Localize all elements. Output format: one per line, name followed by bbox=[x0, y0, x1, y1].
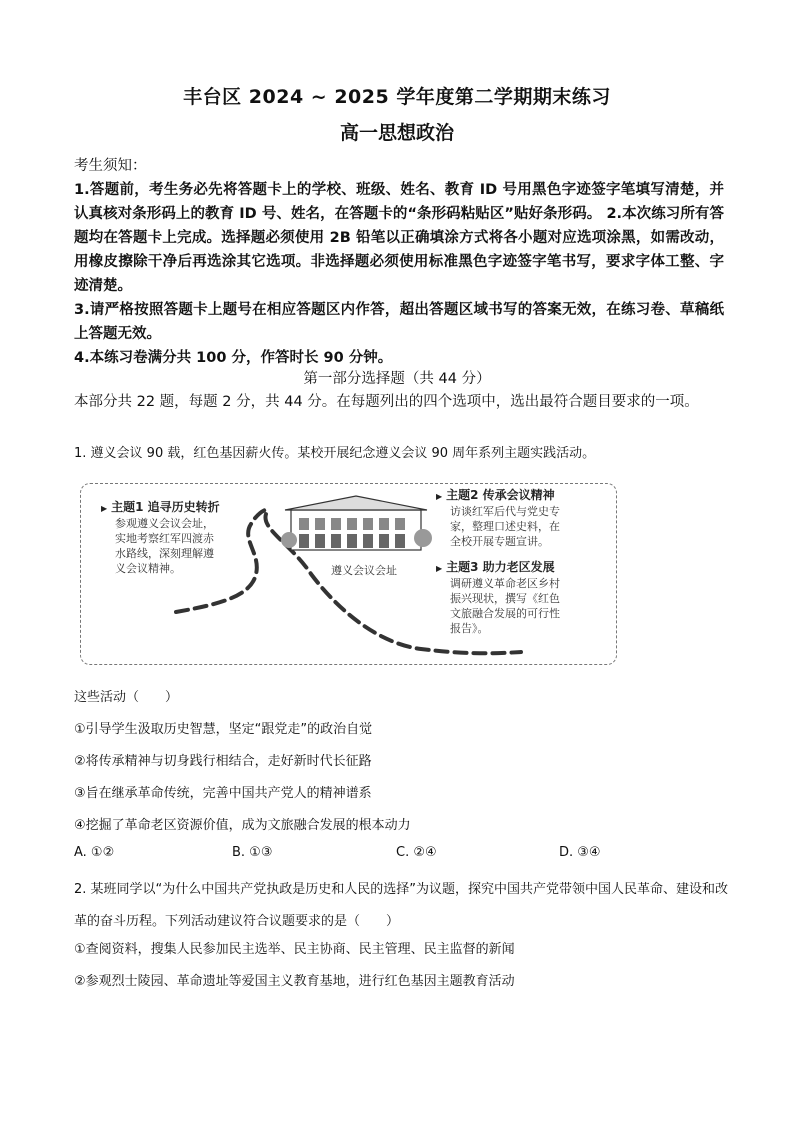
activity-figure bbox=[80, 483, 617, 665]
topic-2-line: 访谈红军后代与党史专 bbox=[450, 505, 560, 518]
topic-3-heading: 主题3 助力老区发展 bbox=[446, 560, 555, 574]
notice-item-3: 4.本练习卷满分共 100 分，作答时长 90 分钟。 bbox=[74, 350, 393, 366]
part1-intro: 本部分共 22 题，每题 2 分，共 44 分。在每题列出的四个选项中，选出最符合题目要求的一项。 bbox=[74, 394, 699, 410]
notice-item-1: 1.答题前，考生务必先将答题卡上的学校、班级、姓名、教育 ID 号用黑色字迹签字笔填写清楚，并认真核对条形码上的教育 ID 号、姓名，在答题卡的“条形码粘贴区”贴好条形码。 2.本次练习所有答题均在答题卡上完成。选择题必须使用 2B 铅笔以正确填涂方式将各小题对应选项涂黑，如需改动，用橡皮擦除干净后再选涂其它选项。非选择题必须使用标准黑色字迹签字笔书写，要求字体工整、字迹清楚。 bbox=[74, 182, 724, 294]
topic-1-line: 水路线，深刻理解遵 bbox=[115, 547, 214, 560]
topic-3-line: 文旅融合发展的可行性 bbox=[450, 607, 560, 620]
topic-1-line: 义会议精神。 bbox=[115, 562, 181, 575]
question-1-option-4: ④挖掘了革命老区资源价值，成为文旅融合发展的根本动力 bbox=[74, 818, 411, 833]
part1-title: 第一部分选择题（共 44 分） bbox=[303, 371, 491, 387]
topic-3 bbox=[436, 560, 560, 636]
question-1-option-3: ③旨在继承革命传统，完善中国共产党人的精神谱系 bbox=[74, 786, 372, 801]
question-2-option-2: ②参观烈士陵园、革命遗址等爱国主义教育基地，进行红色基因主题教育活动 bbox=[74, 974, 515, 989]
arrow-icon: ▶ bbox=[436, 564, 443, 573]
topic-2-line: 全校开展专题宣讲。 bbox=[450, 535, 549, 548]
notice-heading: 考生须知： bbox=[74, 158, 147, 174]
choice-b[interactable]: B. ①③ bbox=[232, 845, 273, 860]
choice-a[interactable]: A. ①② bbox=[74, 845, 115, 860]
question-1-stem: 1. 遵义会议 90 载，红色基因薪火传。某校开展纪念遵义会议 90 周年系列主题实践活动。 bbox=[74, 446, 596, 461]
question-1-option-1: ①引导学生汲取历史智慧，坚定“跟党走”的政治自觉 bbox=[74, 722, 373, 737]
choice-d[interactable]: D. ③④ bbox=[559, 845, 601, 860]
arrow-icon: ▶ bbox=[101, 504, 108, 513]
topic-3-line: 调研遵义革命老区乡村 bbox=[450, 577, 560, 590]
topic-2-heading: 主题2 传承会议精神 bbox=[446, 488, 555, 502]
topic-3-line: 振兴现状，撰写《红色 bbox=[450, 592, 560, 605]
arrow-icon: ▶ bbox=[436, 492, 443, 501]
question-1-option-2: ②将传承精神与切身践行相结合，走好新时代长征路 bbox=[74, 754, 372, 769]
question-2-stem: 2. 某班同学以“为什么中国共产党执政是历史和人民的选择”为议题，探究中国共产党带领中国人民革命、建设和改革的奋斗历程。下列活动建议符合议题要求的是（ ） bbox=[74, 882, 729, 929]
exam-title: 丰台区 2024 ~ 2025 学年度第二学期期末练习 bbox=[183, 86, 611, 108]
topic-3-line: 报告》。 bbox=[450, 622, 489, 635]
topic-2 bbox=[436, 488, 560, 549]
notice-item-2: 3.请严格按照答题卡上题号在相应答题区内作答，超出答题区域书写的答案无效，在练习卷、草稿纸上答题无效。 bbox=[74, 302, 724, 342]
question-1-ask: 这些活动（ ） bbox=[74, 690, 179, 705]
site-label: 遵义会议会址 bbox=[331, 564, 397, 577]
topic-1-line: 参观遵义会议会址， bbox=[115, 517, 214, 530]
notice-block bbox=[74, 154, 724, 370]
meeting-site-building bbox=[281, 496, 432, 550]
exam-subject: 高一思想政治 bbox=[339, 122, 454, 144]
question-2-option-1: ①查阅资料，搜集人民参加民主选举、民主协商、民主管理、民主监督的新闻 bbox=[74, 942, 515, 957]
choice-c[interactable]: C. ②④ bbox=[396, 845, 437, 860]
topic-2-line: 家，整理口述史料，在 bbox=[450, 520, 560, 533]
topic-1-line: 实地考察红军四渡赤 bbox=[115, 532, 214, 545]
topic-1 bbox=[101, 500, 220, 576]
topic-1-heading: 主题1 追寻历史转折 bbox=[111, 500, 220, 514]
